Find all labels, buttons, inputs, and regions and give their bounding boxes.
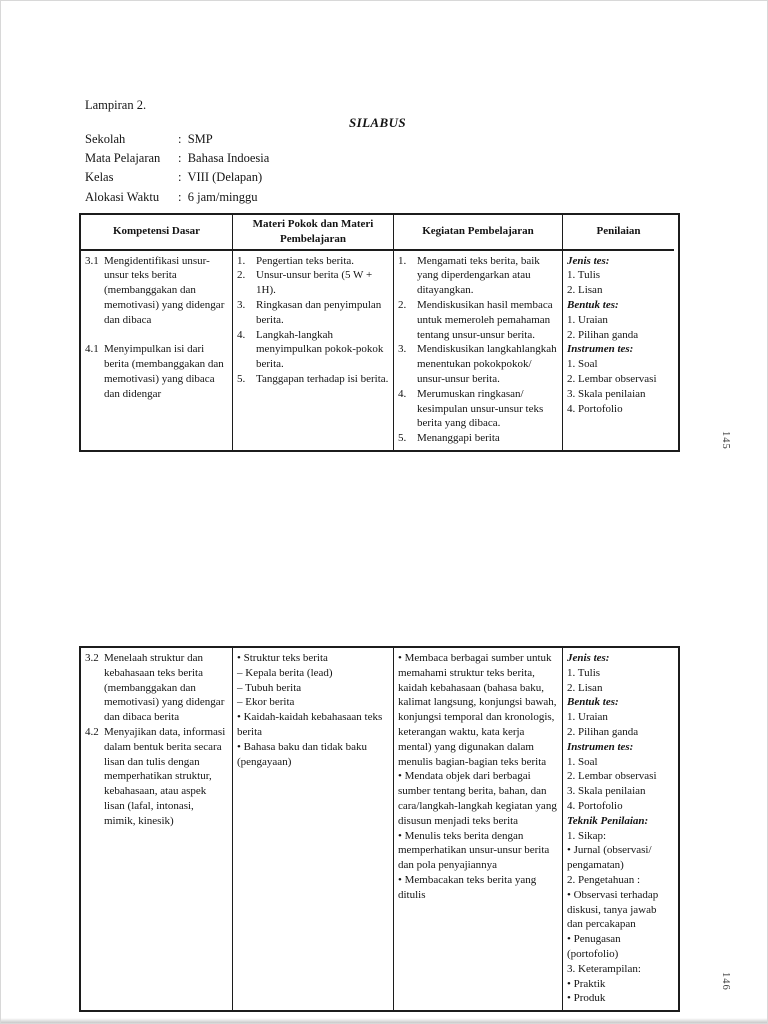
cell-heading: Instrumen tes: [567,740,634,753]
list-marker: 3.2 [85,652,99,664]
cell-line: 2. Lembar observasi [567,770,657,783]
cell-line: 2. Pengetahuan : [567,873,641,886]
side-page-number-146: 146 [720,972,731,991]
list-item [398,431,558,446]
list-item [237,254,389,269]
cell-heading: Instrumen tes: [567,343,634,356]
list-item [85,342,228,401]
cell-kompetensi-dasar-row1 [81,251,232,450]
list-text: Ringkasan dan penyimpulan berita. [256,298,382,326]
list-text: Menyimpulkan isi dari berita (membanggakan dan memotivasi) yang dibaca dan didengar [104,343,224,400]
cell-penilaian-row2 [562,648,674,1010]
list-marker: 4. [237,328,246,341]
cell-line: • Praktik [567,977,606,990]
list-text: Menanggapi berita [417,432,500,445]
cell-line: 3. Skala penilaian [567,387,646,400]
list-marker: 1. [398,254,407,267]
cell-line: • Observasi terhadap diskusi, tanya jawab dan percakapan [567,888,659,931]
list-text: Unsur-unsur berita (5 W + 1H). [256,269,373,297]
document-info-block [85,132,269,209]
list-item [398,254,558,298]
list-item [85,725,228,829]
list-marker: 3. [398,343,407,356]
list-item [237,298,389,328]
list-item [237,268,389,298]
cell-line: • Jurnal (observasi/ pengamatan) [567,844,652,872]
cell-line: 1. Uraian [567,711,608,724]
cell-line: • Kaidah-kaidah kebahasaan teks berita [237,711,383,738]
info-label: Alokasi Waktu [85,189,160,204]
info-row-mata-pelajaran [85,151,269,170]
cell-heading: Teknik Penilaian: [567,814,649,827]
info-label: Kelas [85,170,114,185]
cell-line: 1. Tulis [567,666,601,679]
list-item [237,372,389,387]
cell-line: – Tubuh berita [237,681,302,694]
list-text: Pengertian teks berita. [256,254,355,267]
cell-line: – Kepala berita (lead) [237,666,333,679]
syllabus-table-1 [79,213,680,452]
cell-penilaian-row1 [562,251,674,450]
list-marker: 4. [398,387,407,400]
column-header-penilaian: Penilaian [562,215,674,251]
cell-line: • Produk [567,992,606,1005]
list-text: Mengamati teks berita, baik yang diperdengarkan atau ditayangkan. [417,254,540,297]
list-text: Mendiskusikan langkahlangkah menentukan pokokpokok/ unsur-unsur berita. [417,343,557,385]
cell-kegiatan-pembelajaran-row2 [393,648,562,1010]
list-text: Langkah-langkah menyimpulkan pokok-pokok berita. [256,328,384,371]
list-marker: 4.1 [85,343,99,356]
info-label: Sekolah [85,132,126,146]
list-item [85,254,228,328]
cell-line: – Ekor berita [237,696,295,709]
cell-line: • Membaca berbagai sumber untuk memahami struktur teks berita, kaidah kebahasaan (bahasa baku, kalimat langsung, konjungsi bawah, konjungsi temporal dan kronologis, keterangan waktu, kata kerja mental) yang digunakan dalam menulis bagian-bagian teks berita [398,652,557,768]
list-item [398,298,558,342]
cell-line: • Membacakan teks berita yang ditulis [398,873,537,901]
lampiran-label: Lampiran 2. [85,98,147,112]
cell-kompetensi-dasar-row2 [81,648,232,1010]
cell-heading: Bentuk tes: [567,696,619,709]
cell-line: 1. Tulis [567,269,601,282]
info-row-kelas [85,170,269,189]
info-value: : Bahasa Indoesia [178,151,270,166]
cell-line: • Mendata objek dari berbagai sumber tentang berita, bahan, dan cara/langkah-langkah kegiatan yang disusun menjadi teks berita [398,770,557,827]
info-row-alokasi-waktu [85,190,269,209]
cell-materi-pokok-row2 [232,648,393,1010]
cell-line: • Menulis teks berita dengan memperhatikan unsur-unsur berita dan pola penyajiannya [398,829,550,872]
info-value: : SMP [178,132,213,146]
cell-line: 1. Sikap: [567,829,607,842]
cell-heading: Jenis tes: [567,652,610,664]
list-marker: 2. [237,269,246,282]
cell-line: 1. Soal [567,755,598,768]
cell-line: • Struktur teks berita [237,652,328,664]
list-marker: 2. [398,298,407,311]
syllabus-table-2 [79,646,680,1012]
info-label: Mata Pelajaran [85,151,161,166]
cell-gap [85,328,228,343]
list-marker: 1. [237,254,246,267]
cell-line: 1. Soal [567,358,598,371]
cell-line: • Bahasa baku dan tidak baku (pengayaan) [237,740,368,768]
column-header-materi-pokok: Materi Pokok dan Materi Pembelajaran [232,215,393,251]
info-row-sekolah [85,132,269,151]
info-value: : 6 jam/minggu [178,189,258,204]
cell-line: 4. Portofolio [567,799,623,812]
list-marker: 5. [398,432,407,445]
list-marker: 3.1 [85,254,99,267]
page-title: SILABUS [349,115,406,130]
list-text: Merumuskan ringkasan/ kesimpulan unsur-unsur teks berita yang dibaca. [417,387,544,430]
info-value: : VIII (Delapan) [178,170,263,185]
list-text: Mendiskusikan hasil membaca untuk memeroleh pemahaman tentang unsur-unsur berita. [417,298,553,341]
cell-materi-pokok-row1 [232,251,393,450]
column-header-kegiatan-pembelajaran: Kegiatan Pembelajaran [393,215,562,251]
list-marker: 5. [237,372,246,385]
cell-heading: Jenis tes: [567,254,610,267]
cell-line: 2. Pilihan ganda [567,328,639,341]
list-marker: 3. [237,298,246,311]
list-item [398,342,558,386]
cell-line: 2. Lisan [567,284,603,297]
list-marker: 4.2 [85,725,99,738]
list-text: Menyajikan data, informasi dalam bentuk berita secara lisan dan tulis dengan memperhatikan struktur, kebahasaan, atau aspek lisan (lafal, intonasi, mimik, kinesik) [104,725,226,827]
cell-line: 3. Keterampilan: [567,962,641,975]
list-text: Menelaah struktur dan kebahasaan teks berita (membanggakan dan memotivasi) yang didengar dan dibaca berita [104,652,225,724]
cell-kegiatan-pembelajaran-row1 [393,251,562,450]
side-page-number-145: 145 [720,431,731,450]
cell-line: 1. Uraian [567,313,608,326]
list-text: Tanggapan terhadap isi berita. [256,372,389,385]
cell-line: 2. Pilihan ganda [567,725,639,738]
list-item [85,651,228,725]
cell-heading: Bentuk tes: [567,298,619,311]
cell-line: 2. Lisan [567,681,603,694]
cell-line: • Penugasan (portofolio) [567,933,621,960]
list-item [398,387,558,431]
list-text: Mengidentifikasi unsur-unsur teks berita (membanggakan dan memotivasi) yang didengar dan dibaca [104,254,225,326]
scan-edge-shadow [1,1018,767,1023]
column-header-kompetensi-dasar: Kompetensi Dasar [81,215,232,251]
cell-line: 4. Portofolio [567,402,623,415]
list-item [237,328,389,372]
cell-line: 2. Lembar observasi [567,372,657,385]
cell-line: 3. Skala penilaian [567,785,646,798]
